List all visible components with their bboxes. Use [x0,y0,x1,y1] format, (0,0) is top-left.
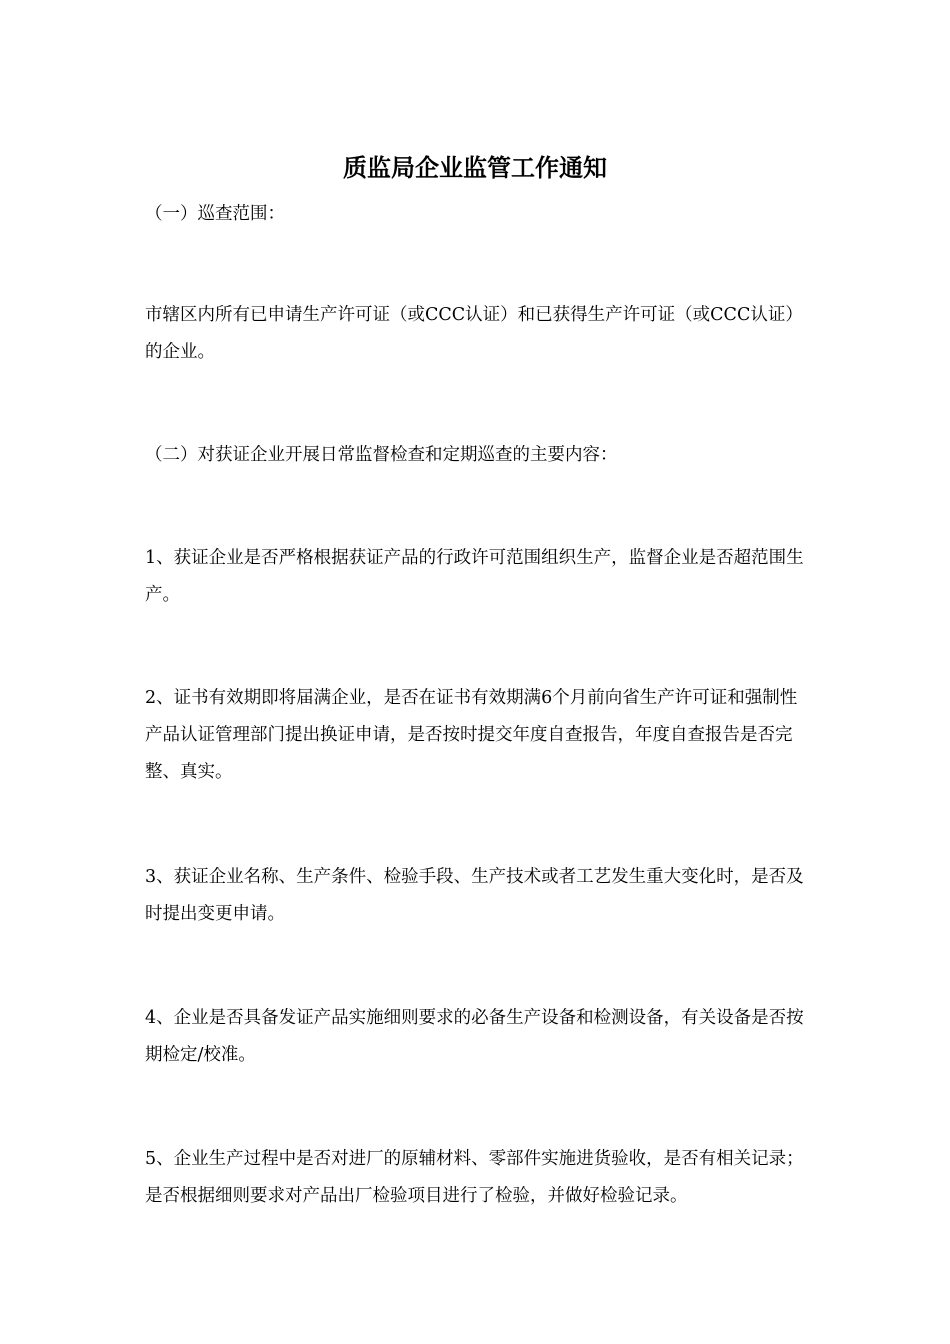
list-item: 2、证书有效期即将届满企业，是否在证书有效期满6个月前向省生产许可证和强制性产品认证管理部门提出换证申请，是否按时提交年度自查报告，年度自查报告是否完整、真实。 [145,688,798,782]
list-item: 4、企业是否具备发证产品实施细则要求的必备生产设备和检测设备，有关设备是否按期检定/校准。 [145,1008,804,1065]
scope-paragraph: 市辖区内所有已申请生产许可证（或CCC认证）和已获得生产许可证（或CCC认证）的企业。 [145,305,803,362]
list-item: 1、获证企业是否严格根据获证产品的行政许可范围组织生产，监督企业是否超范围生产。 [145,548,804,605]
section-heading-scope: （一）巡查范围： [145,204,285,224]
list-item: 3、获证企业名称、生产条件、检验手段、生产技术或者工艺发生重大变化时，是否及时提出变更申请。 [145,867,804,924]
document-title: 质监局企业监管工作通知 [343,153,607,182]
list-item: 5、企业生产过程中是否对进厂的原辅材料、零部件实施进货验收，是否有相关记录；是否根据细则要求对产品出厂检验项目进行了检验，并做好检验记录。 [145,1149,804,1206]
section-heading-inspection: （二）对获证企业开展日常监督检查和定期巡查的主要内容： [145,445,618,465]
